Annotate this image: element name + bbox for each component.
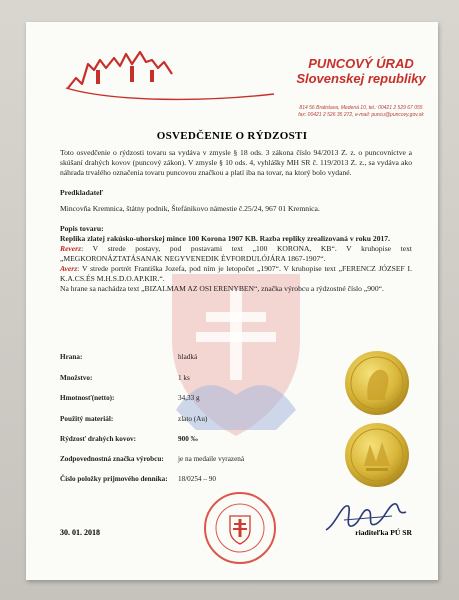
certificate-body: [60, 148, 412, 294]
row-value-weight: 34,33 g: [178, 394, 200, 402]
official-stamp: [202, 490, 278, 566]
reverse-block: [60, 244, 412, 264]
certificate-page: [26, 22, 438, 580]
reverse-label: Reverz: [60, 244, 82, 253]
row-value-ledger-number: 18/0254 – 90: [178, 475, 216, 483]
row-label-material: Použitý materiál:: [60, 415, 114, 423]
header-swoosh: [64, 84, 276, 104]
coin-reverse-photo: [344, 422, 410, 488]
office-title-line1: PUNCOVÝ ÚRAD: [308, 56, 414, 71]
obverse-text: : V strede portrét Františka Jozefa, pod ním je letopočet „1907“. V kruhopise text „FERENCZ JÓZSEF I. K.A.CS.ÉS M.H.S.D.O.AP.KIR.“.: [60, 264, 412, 283]
row-label-fineness: Rýdzosť drahých kovov:: [60, 435, 137, 443]
edge-text: Na hrane sa nachádza text „BIZALMAM AZ OSI ERENYBEN“, značka výrobcu a rýdzostné číslo „900“.: [60, 284, 384, 293]
issue-date: 30. 01. 2018: [60, 528, 100, 537]
obverse-label: Averz: [60, 264, 78, 273]
office-title-line2: Slovenskej republiky: [296, 71, 426, 86]
address-line1: 814 56 Bratislava, Medená 10, tel.: 00421 2 529 67 055: [299, 105, 423, 111]
row-label-ledger-number: Číslo položky prijmového denníka:: [60, 475, 168, 483]
intro-paragraph: Toto osvedčenie o rýdzosti tovaru sa vydáva v zmysle § 18 ods. 3 zákona číslo 94/2013 Z. z. o puncovníctve a skúšaní drahých kovov (puncový zákon). V zmysle § 10 ods. 4, vyhlášky MH SR č. 119/2013 Z. z., sa vydáva ako náhrada trvalého označenia tovaru puncovou značkou a platí iba na tovar, na ktorý bolo vydané.: [60, 148, 412, 177]
row-value-material: zlato (Au): [178, 415, 208, 423]
reverse-text: : V strede postavy, pod postavami text „100 KORONA, KB“. V kruhopise text „MEGKORONÁZTATÁSANAK NEGYVENEDIK ÉVFORDULÓJÁRA 1867-1907“.: [60, 244, 412, 263]
row-value-maker-mark: je na medaile vyrazená: [178, 455, 245, 463]
document-title: OSVEDČENIE O RÝDZOSTI: [156, 130, 308, 142]
goods-title: Replika zlatej rakúsko-uhorskej mince 100 Korona 1907 KB. Razba repliky zrealizovaná v roku 2017.: [60, 234, 390, 243]
office-address: [274, 105, 438, 119]
signer-title: riaditeľka PÚ SR: [355, 528, 412, 537]
office-title: [276, 56, 438, 86]
goods-label: Popis tovaru:: [60, 224, 104, 233]
address-line2: fax: 00421 2 526 35 272, e-mail: puncu@puncovy.gov.sk: [298, 112, 424, 118]
coin-obverse-photo: [344, 350, 410, 416]
row-label-maker-mark: Zodpovednostná značka výrobcu:: [60, 455, 164, 463]
row-value-fineness: 900 ‰: [178, 435, 198, 443]
row-label-weight: Hmotnosť(netto):: [60, 394, 115, 402]
submitter-label: Predkladateľ: [60, 188, 104, 197]
row-label-edge: Hrana:: [60, 353, 83, 361]
obverse-block: [60, 264, 412, 284]
row-value-edge: hladká: [178, 353, 198, 361]
row-label-quantity: Množstvo:: [60, 374, 93, 382]
submitter-value: Mincovňa Kremnica, štátny podnik, Štefánikovo námestie č.25/24, 967 01 Kremnica.: [60, 204, 320, 213]
row-value-quantity: 1 ks: [178, 374, 190, 382]
